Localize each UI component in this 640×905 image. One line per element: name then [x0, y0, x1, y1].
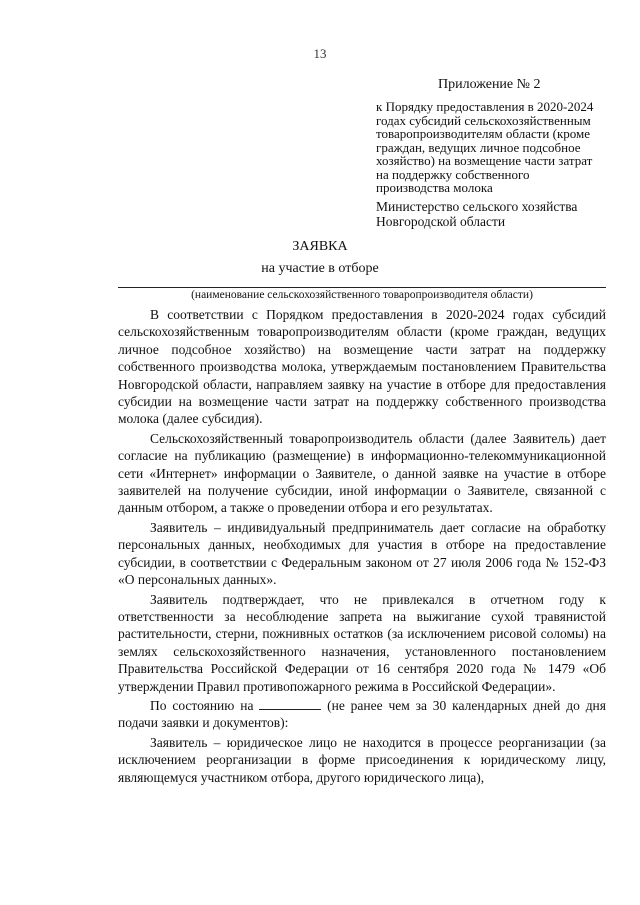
heading-title: ЗАЯВКА [292, 239, 348, 254]
status-paragraph [118, 697, 606, 732]
applicant-name-caption: (наименование сельскохозяйственного товаропроизводителя области) [191, 289, 533, 301]
heading-subtitle: на участие в отборе [261, 261, 379, 276]
status-suffix: (не ранее чем за 30 календарных дней до дня подачи заявки и документов): [118, 697, 606, 731]
document-body [118, 306, 606, 788]
document-heading [0, 236, 640, 280]
appendix-block [376, 78, 606, 195]
applicant-name-line [118, 287, 606, 288]
appendix-description: к Порядку предоставления в 2020-2024 годах субсидий сельскохозяйственным товаропроизводителям области (кроме граждан, ведущих личное подсобное хозяйство) на возмещение части затрат на поддержку собственного производства молока [376, 99, 594, 195]
appendix-title: Приложение № 2 [438, 77, 541, 92]
paragraph: Сельскохозяйственный товаропроизводитель области (далее Заявитель) дает согласие на публикацию (размещение) в информационно-телекоммуникационной сети «Интернет» информации о Заявителе, о данной заявке на участие в отборе заявителей на получение субсидии, иной информации о Заявителе, связанной с данным отбором, а также о проведении отбора и его результатах. [118, 430, 606, 516]
paragraph: Заявитель – юридическое лицо не находится в процессе реорганизации (за исключением реорганизации в форме присоединения к юридическому лицу, являющемуся участником отбора, другого юридического лица), [118, 734, 606, 785]
paragraph: В соответствии с Порядком предоставления в 2020-2024 годах субсидий сельскохозяйственным товаропроизводителям области (кроме граждан, ведущих личное подсобное хозяйство) на возмещение части затрат на поддержку собственного производства молока, утверждаемым постановлением Правительства Новгородской области, направляем заявку на участие в отборе для предоставления субсидии на возмещение части затрат на поддержку собственного производства молока (далее субсидия). [118, 307, 606, 427]
date-blank [259, 697, 321, 710]
ministry-addressee: Министерство сельского хозяйства Новгородской области [376, 199, 578, 229]
status-prefix: По состоянию на [150, 697, 254, 713]
page-number: 13 [313, 46, 327, 61]
paragraph: Заявитель – индивидуальный предприниматель дает согласие на обработку персональных данных, необходимых для участия в отборе на предоставление субсидии, в соответствии с Федеральным законом от 27 июля 2006 года № 152-ФЗ «О персональных данных». [118, 519, 606, 588]
paragraph: Заявитель подтверждает, что не привлекался в отчетном году к ответственности за несоблюдение запрета на выжигание сухой травянистой растительности, стерни, пожнивных остатков (за исключением рисовой соломы) на землях сельскохозяйственного назначения, установленного постановлением Правительства Российской Федерации от 16 сентября 2020 года № 1479 «Об утверждении Правил противопожарного режима в Российской Федерации». [118, 591, 606, 694]
